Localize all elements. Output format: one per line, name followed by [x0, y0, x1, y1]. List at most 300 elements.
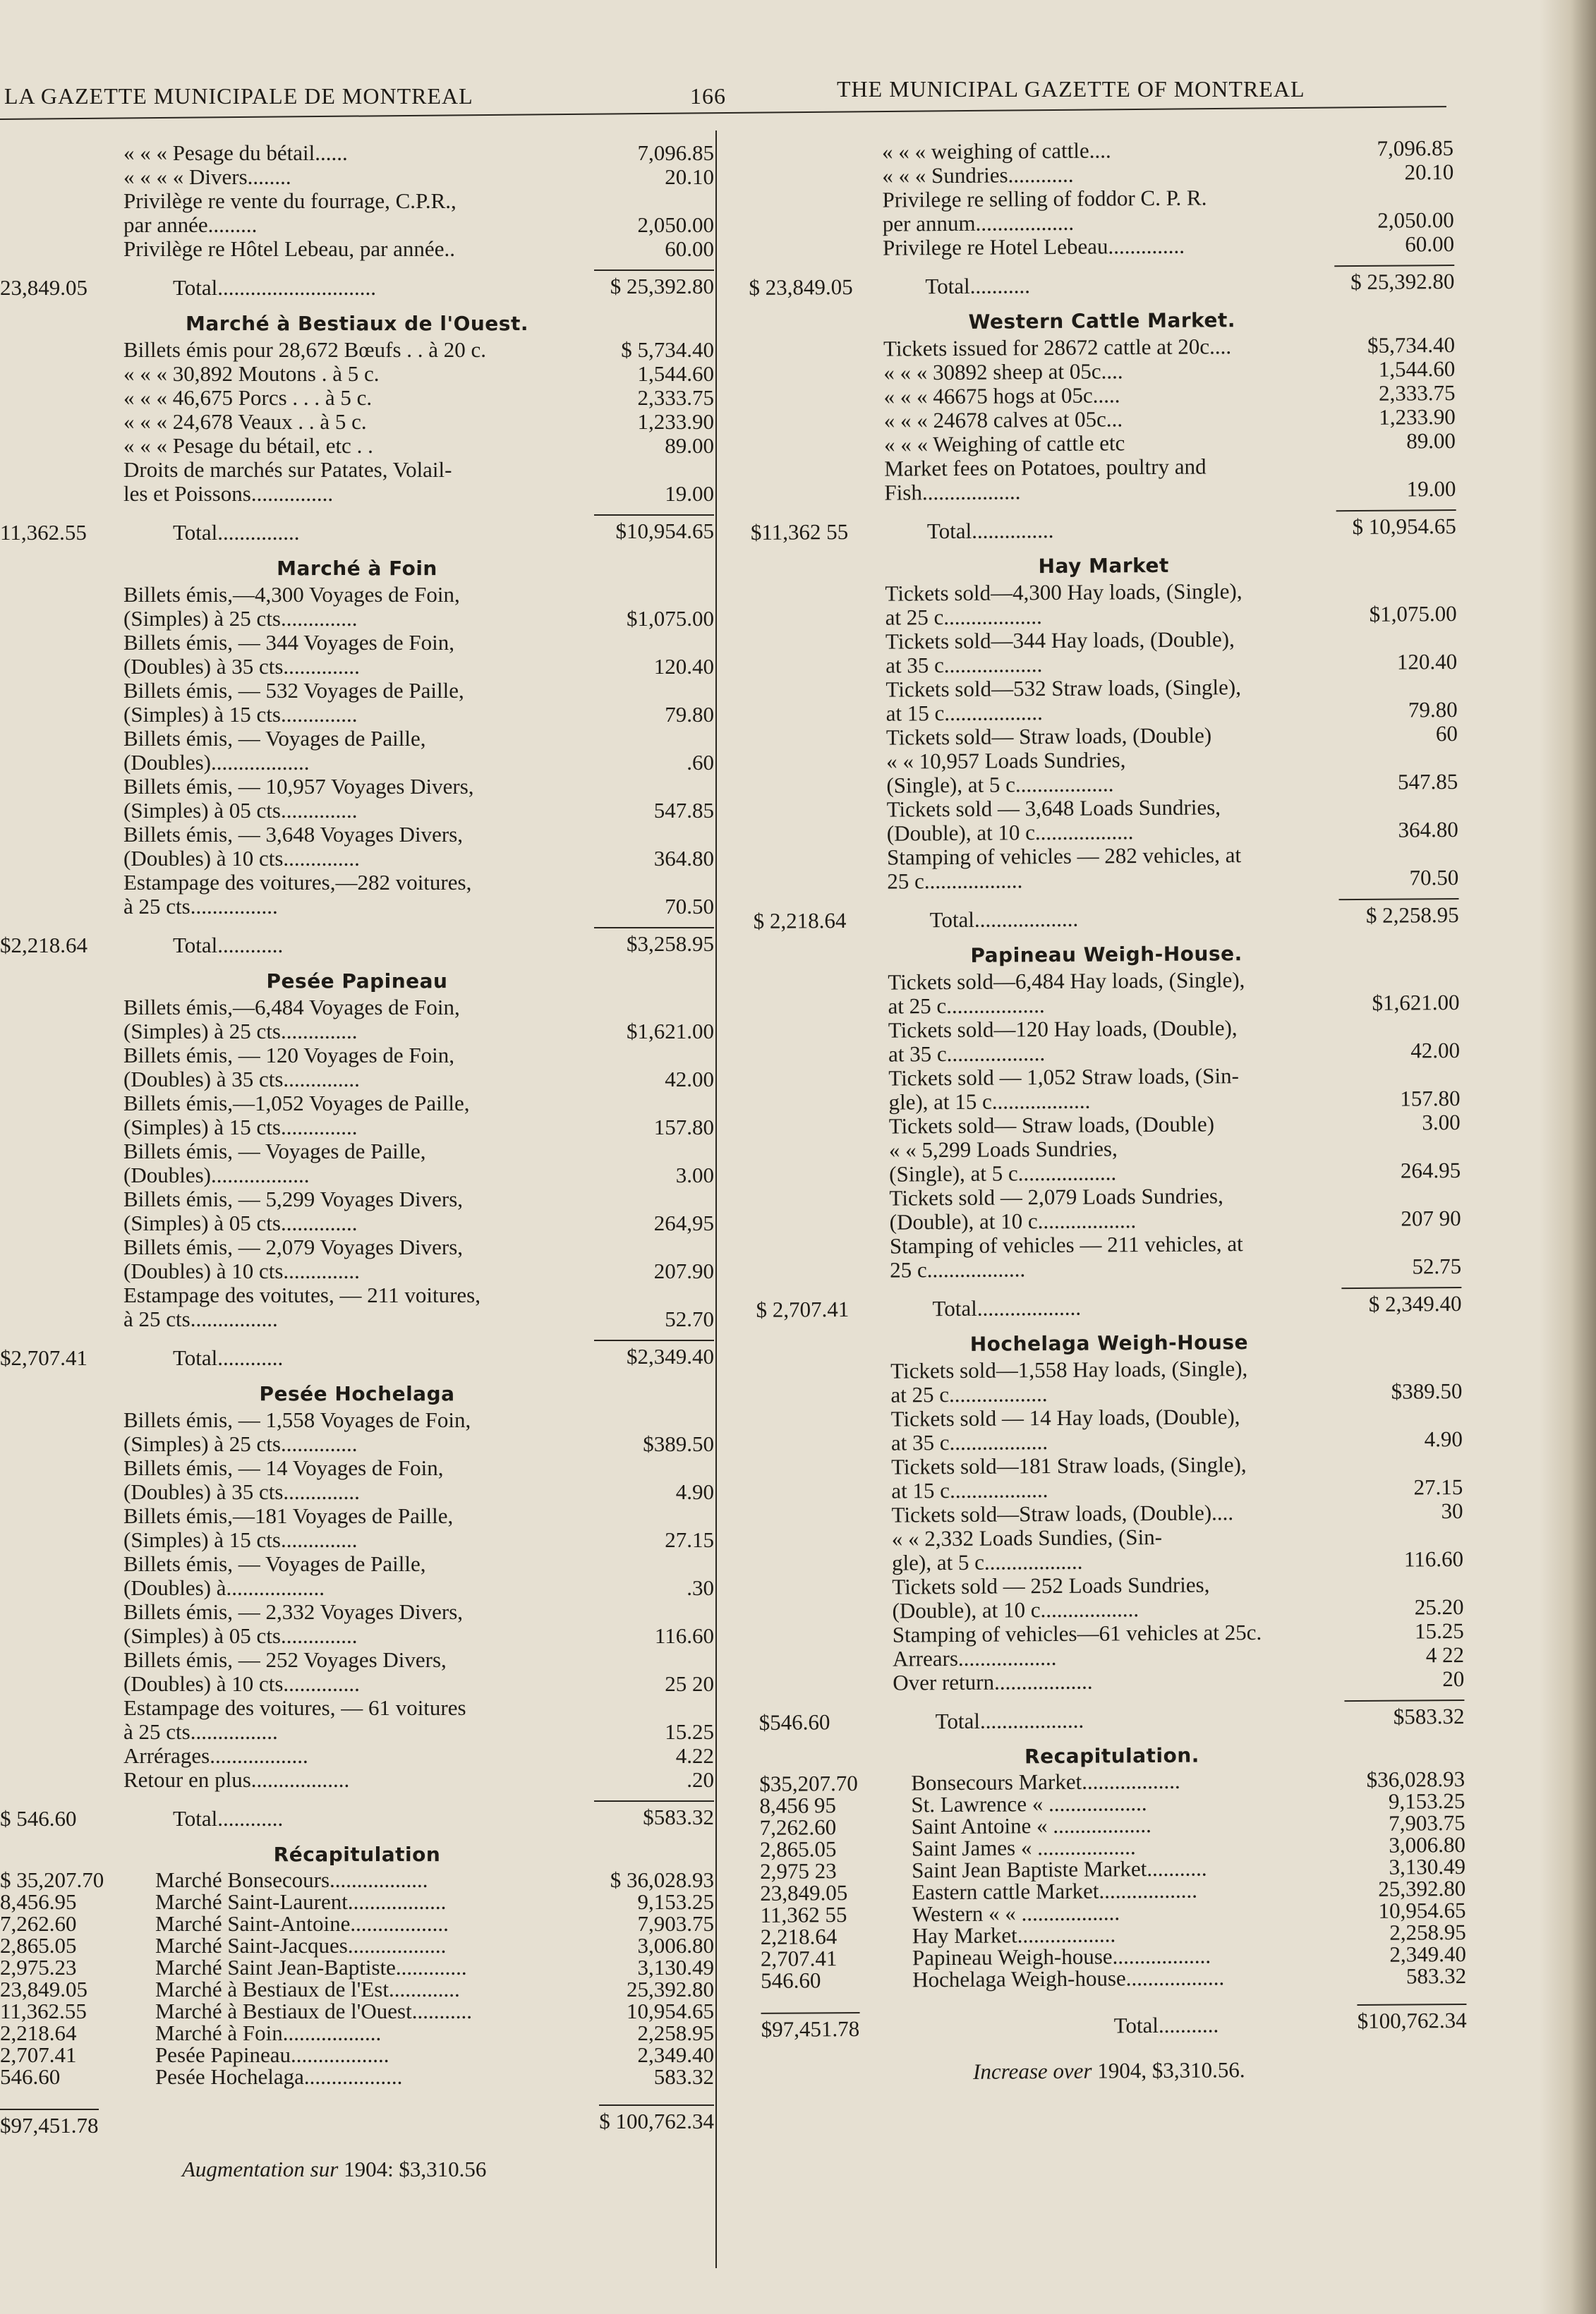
ledger-description: Stamping of vehicles—61 vehicles at 25c. — [892, 1619, 1262, 1647]
ledger-description: Arrérages.................. — [123, 1743, 308, 1768]
ledger-description: Billets émis, — 120 Voyages de Foin, (Doubles) à 35 cts.............. — [123, 1043, 455, 1091]
ledger-description: Billets émis,—1,052 Voyages de Paille, (Simples) à 15 cts.............. — [123, 1091, 470, 1139]
recap-previous-amount: 8,456.95 — [0, 1889, 77, 1914]
ledger-amount: 2,333.75 — [637, 385, 714, 410]
ledger-amount: 547.85 — [1397, 768, 1458, 794]
recap-amount: 2,258.95 — [637, 2021, 714, 2045]
recap-previous-amount: $ 35,207.70 — [0, 1867, 104, 1892]
recap-previous-amount: 2,707.41 — [0, 2042, 77, 2067]
recap-section — [0, 1837, 714, 2182]
ledger-row — [0, 631, 714, 679]
increase-label: Augmentation sur — [182, 2157, 339, 2181]
ledger-description: Over return.................. — [893, 1668, 1093, 1695]
ledger-description: Tickets sold—120 Hay loads, (Double), at 35 c.................. — [888, 1015, 1238, 1067]
recap-title: Récapitulation — [273, 1843, 441, 1866]
ledger-row — [753, 842, 1458, 895]
ledger-amount: 27.15 — [1413, 1474, 1463, 1500]
grand-previous-total: $97,451.78 — [0, 2109, 99, 2138]
ledger-row — [755, 1182, 1461, 1235]
ledger-amount: 2,050.00 — [1377, 207, 1454, 233]
ledger-description: Arrears.................. — [892, 1644, 1057, 1671]
ledger-description: Billets émis, — 532 Voyages de Paille, (Simples) à 15 cts.............. — [123, 678, 464, 727]
ledger-amount: 20.10 — [1404, 159, 1454, 185]
ledger-amount: 3.00 — [1422, 1109, 1461, 1135]
recap-row — [0, 1978, 714, 2000]
previous-year-amount: 23,849.05 — [0, 275, 87, 300]
previous-year-amount: $ 546.60 — [0, 1806, 77, 1831]
ledger-amount: 30 — [1441, 1498, 1463, 1524]
recap-market-name: Marché Saint Jean-Baptiste............. — [155, 1955, 467, 1980]
ledger-description: Privilège re vente du fourrage, C.P.R., par année......... — [123, 188, 457, 237]
total-label: Total............... — [173, 520, 300, 545]
ledger-row — [0, 362, 714, 386]
section-total — [756, 1283, 1461, 1328]
recap-amount: 9,153.25 — [1388, 1788, 1465, 1814]
ledger-row — [0, 1283, 714, 1331]
ledger-row — [0, 995, 714, 1043]
page-number: 166 — [690, 83, 726, 109]
recap-row — [0, 1891, 714, 1913]
total-label: Total........... — [925, 273, 1031, 299]
ledger-row — [0, 1648, 714, 1696]
recap-market-name: Pesée Hochelaga.................. — [155, 2064, 403, 2089]
ledger-amount: $389.50 — [643, 1431, 714, 1456]
ledger-description: Billets émis, — 10,957 Voyages Divers, (Simples) à 05 cts.............. — [123, 774, 474, 823]
ledger-row — [757, 1403, 1463, 1456]
ledger-row — [755, 1134, 1461, 1187]
ledger-description: « « 5,299 Loads Sundries, (Single), at 5 c.................. — [888, 1136, 1118, 1187]
ledger-amount: 19.00 — [665, 481, 714, 506]
recap-row — [0, 1869, 714, 1891]
ledger-description: Tickets sold — 1,052 Straw loads, (Sin- gle), at 15 c.................. — [888, 1063, 1239, 1115]
recap-amount: $ 36,028.93 — [610, 1867, 714, 1892]
ledger-description: Tickets sold—181 Straw loads, (Single), at 15 c.................. — [891, 1452, 1247, 1503]
market-section — [751, 546, 1459, 940]
ledger-description: Retour en plus.................. — [123, 1767, 350, 1792]
recap-previous-amount: 2,865.05 — [759, 1836, 837, 1862]
ledger-amount: 52.75 — [1412, 1253, 1462, 1279]
recap-market-name: Bonsecours Market.................. — [911, 1768, 1180, 1795]
column-divider — [715, 131, 717, 2268]
ledger-description: « « « 46675 hogs at 05c..... — [883, 382, 1120, 409]
ledger-amount: 157.80 — [653, 1115, 714, 1139]
french-column — [0, 141, 714, 2182]
ledger-description: Market fees on Potatoes, poultry and Fish.................. — [884, 454, 1207, 505]
recap-amount: 3,130.49 — [637, 1955, 714, 1980]
ledger-description: Tickets sold—Straw loads, (Double).... — [891, 1500, 1234, 1527]
ledger-row — [756, 1355, 1462, 1408]
total-label: Total............ — [173, 933, 284, 957]
recap-amount: 3,006.80 — [637, 1933, 714, 1958]
ledger-description: Billets émis pour 28,672 Bœufs . . à 20 c. — [123, 337, 487, 362]
ledger-row — [0, 189, 714, 237]
recap-amount: 2,349.40 — [637, 2042, 714, 2067]
market-section — [0, 551, 714, 964]
recap-previous-amount: 2,975.23 — [0, 1955, 77, 1980]
ledger-row — [757, 1451, 1463, 1504]
ledger-amount: 7,096.85 — [1377, 135, 1454, 161]
ledger-row — [0, 338, 714, 362]
previous-year-amount: $2,707.41 — [0, 1345, 87, 1370]
ledger-description: « « « weighing of cattle.... — [881, 138, 1111, 164]
ledger-amount: 1,544.60 — [1378, 356, 1456, 382]
increase-note — [0, 2157, 714, 2182]
section-total — [0, 1335, 714, 1376]
ledger-description: Billets émis, — 252 Voyages Divers, (Doubles) à 10 cts.............. — [123, 1647, 447, 1696]
ledger-row — [0, 1456, 714, 1504]
ledger-amount: 1,544.60 — [637, 361, 714, 386]
ledger-row — [758, 1571, 1463, 1624]
section-total — [749, 260, 1454, 306]
recap-amount: $36,028.93 — [1366, 1766, 1465, 1792]
ledger-row — [0, 775, 714, 823]
recap-market-name: Hay Market.................. — [912, 1922, 1116, 1949]
previous-year-amount: $ 2,707.41 — [756, 1297, 850, 1322]
recap-previous-amount: 546.60 — [761, 1968, 821, 1993]
ledger-row — [758, 1523, 1463, 1576]
ledger-row — [0, 871, 714, 919]
ledger-description: Stamping of vehicles — 282 vehicles, at 25 c.................. — [886, 842, 1242, 894]
ledger-description: Estampage des voitutes, — 211 voitures, à 25 cts................ — [123, 1283, 480, 1331]
ledger-description: Billets émis, — Voyages de Paille, (Doubles).................. — [123, 1139, 426, 1187]
ledger-description: Tickets sold— Straw loads, (Double) — [888, 1111, 1215, 1139]
ledger-amount: 116.60 — [1403, 1546, 1464, 1572]
section-total — [0, 923, 714, 964]
ledger-description: « « 2,332 Loads Sundies, (Sin- gle), at 5 c.................. — [891, 1524, 1163, 1575]
increase-note — [761, 2056, 1467, 2086]
ledger-row — [754, 1062, 1460, 1115]
recap-previous-amount: 2,218.64 — [0, 2021, 77, 2045]
ledger-description: Estampage des voitures,—282 voitures, à 25 cts................ — [123, 870, 472, 919]
ledger-row — [0, 1187, 714, 1235]
total-label: Total................... — [929, 906, 1079, 933]
recap-market-name: Marché à Bestiaux de l'Est............. — [155, 1977, 460, 2001]
recap-row — [0, 2022, 714, 2044]
recap-previous-amount: 2,707.41 — [760, 1946, 838, 1971]
ledger-description: « « « 30892 sheep at 05c.... — [883, 358, 1123, 385]
ledger-row — [0, 1744, 714, 1768]
section-title: Pesée Papineau — [266, 969, 448, 993]
ledger-amount: 157.80 — [1400, 1085, 1461, 1111]
recap-market-name: Marché à Bestiaux de l'Ouest........... — [155, 1999, 472, 2023]
recap-amount: 9,153.25 — [637, 1889, 714, 1914]
english-column — [748, 136, 1467, 2086]
total-amount: $3,258.95 — [594, 927, 714, 957]
recap-previous-amount: $35,207.70 — [759, 1770, 858, 1796]
recap-previous-amount: 8,456 95 — [759, 1793, 837, 1818]
ledger-description: Billets émis, — 2,332 Voyages Divers, (Simples) à 05 cts.............. — [123, 1599, 464, 1648]
ledger-amount: 70.50 — [665, 894, 714, 919]
ledger-amount: .20 — [687, 1767, 714, 1792]
ledger-amount: $ 5,734.40 — [621, 337, 714, 362]
recap-row — [0, 2044, 714, 2066]
ledger-row — [0, 1504, 714, 1552]
recap-row — [0, 2000, 714, 2022]
recap-amount: 3,006.80 — [1389, 1831, 1466, 1858]
recap-market-name: Marché à Foin.................. — [155, 2021, 382, 2045]
header-french-title: LA GAZETTE MUNICIPALE DE MONTREAL — [4, 83, 473, 109]
ledger-amount: 25.20 — [1414, 1594, 1464, 1620]
section-total — [753, 894, 1458, 940]
ledger-row — [0, 583, 714, 631]
grand-total-amount: $100,762.34 — [1357, 2004, 1466, 2034]
ledger-amount: 207.90 — [653, 1259, 714, 1283]
recap-market-name: Hochelaga Weigh-house.................. — [912, 1965, 1225, 1992]
ledger-description: Tickets sold—1,558 Hay loads, (Single), at 25 c.................. — [890, 1356, 1248, 1407]
total-label: Total............................. — [173, 275, 377, 300]
total-amount: $ 2,258.95 — [1339, 898, 1459, 928]
recap-market-name: St. Lawrence « .................. — [911, 1791, 1147, 1817]
ledger-amount: 20 — [1442, 1666, 1465, 1692]
ledger-row — [749, 232, 1454, 261]
recap-market-name: Marché Saint-Antoine.................. — [155, 1911, 449, 1936]
ledger-row — [0, 410, 714, 434]
ledger-amount: 52.70 — [665, 1307, 714, 1331]
ledger-amount: $5,734.40 — [1367, 332, 1456, 358]
ledger-amount: 364.80 — [653, 846, 714, 871]
ledger-amount: 4.90 — [675, 1479, 714, 1504]
ledger-description: « « « Pesage du bétail, etc . . — [123, 433, 373, 458]
ledger-amount: 60 — [1435, 720, 1458, 746]
section-total — [0, 510, 714, 551]
recap-amount: 2,349.40 — [1389, 1941, 1467, 1967]
grand-total — [761, 2001, 1466, 2048]
ledger-description: « « « « Divers........ — [123, 164, 291, 189]
recap-market-name: Saint James « .................. — [911, 1834, 1136, 1861]
ledger-row — [0, 458, 714, 506]
previous-year-amount: $11,362 55 — [750, 519, 849, 545]
ledger-description: « « « 24678 calves at 05c... — [883, 406, 1123, 433]
section-total — [758, 1695, 1464, 1741]
increase-label: Increase over — [972, 2058, 1092, 2084]
recap-amount: 2,258.95 — [1389, 1919, 1466, 1945]
total-amount: $583.32 — [1344, 1700, 1464, 1730]
ledger-description: Billets émis,—4,300 Voyages de Foin, (Simples) à 25 cts.............. — [123, 582, 460, 631]
section-title: Marché à Bestiaux de l'Ouest. — [186, 312, 528, 335]
section-total — [0, 265, 714, 306]
grand-total-label: Total........... — [1113, 2012, 1219, 2038]
total-amount: $10,954.65 — [594, 514, 714, 544]
ledger-description: Droits de marchés sur Patates, Volail- les et Poissons............... — [123, 457, 452, 506]
ledger-description: Estampage des voitures, — 61 voitures à 25 cts................ — [123, 1695, 466, 1744]
recap-row — [761, 1965, 1466, 1992]
total-label: Total................... — [935, 1707, 1084, 1734]
ledger-amount: 207 90 — [1401, 1205, 1461, 1231]
ledger-amount: .60 — [687, 750, 714, 775]
ledger-amount: 25 20 — [665, 1671, 714, 1696]
ledger-amount: $1,075.00 — [627, 606, 714, 631]
market-section — [749, 301, 1456, 551]
ledger-description: Privilege re selling of foddor C. P. R. per annum.................. — [882, 185, 1207, 236]
recap-amount: 25,392.80 — [1378, 1875, 1466, 1901]
market-section — [0, 306, 714, 551]
ledger-amount: 42.00 — [665, 1067, 714, 1091]
total-label: Total............ — [173, 1806, 284, 1831]
ledger-description: Billets émis, — Voyages de Paille, (Doubles).................. — [123, 726, 426, 775]
ledger-description: Tickets sold—532 Straw loads, (Single), at 15 c.................. — [885, 674, 1242, 726]
ledger-amount: 15.25 — [1414, 1618, 1464, 1644]
recap-previous-amount: 2,218.64 — [760, 1924, 838, 1949]
recap-row — [0, 2066, 714, 2088]
previous-year-amount: $546.60 — [758, 1709, 830, 1735]
ledger-amount: 60.00 — [665, 236, 714, 261]
ledger-row — [748, 184, 1453, 237]
recap-row — [0, 1956, 714, 1978]
recap-market-name: Eastern cattle Market.................. — [912, 1877, 1198, 1905]
total-amount: $ 2,349.40 — [1341, 1287, 1461, 1317]
recap-row — [0, 1913, 714, 1934]
ledger-row — [0, 1696, 714, 1744]
total-amount: $583.32 — [594, 1800, 714, 1830]
ledger-row — [754, 967, 1459, 1019]
total-amount: $2,349.40 — [594, 1340, 714, 1369]
ledger-row — [0, 386, 714, 410]
recap-amount: 25,392.80 — [627, 1977, 714, 2001]
increase-value: 1904: $3,310.56 — [344, 2157, 487, 2181]
recap-previous-amount: 11,362.55 — [0, 1999, 87, 2023]
ledger-amount: 547.85 — [653, 798, 714, 823]
ledger-description: Tickets sold — 14 Hay loads, (Double), at 35 c.................. — [890, 1404, 1240, 1455]
ledger-row — [0, 1043, 714, 1091]
ledger-row — [750, 453, 1456, 506]
section-title: Marché à Foin — [277, 557, 437, 580]
ledger-row — [756, 1230, 1461, 1283]
ledger-amount: 1,233.90 — [637, 409, 714, 434]
total-amount: $ 10,954.65 — [1336, 509, 1456, 540]
ledger-amount: 2,333.75 — [1378, 380, 1456, 406]
section-total — [751, 505, 1456, 551]
ledger-row — [751, 626, 1457, 679]
ledger-amount: 27.15 — [665, 1527, 714, 1552]
ledger-row — [753, 794, 1458, 847]
section-title: Western Cattle Market. — [968, 308, 1236, 334]
ledger-description: « « « 30,892 Moutons . à 5 c. — [123, 361, 380, 386]
recap-market-name: Saint Antoine « .................. — [911, 1812, 1151, 1839]
ledger-description: « « « Weighing of cattle etc — [883, 430, 1125, 457]
ledger-description: Billets émis, — 14 Voyages de Foin, (Doubles) à 35 cts.............. — [123, 1455, 444, 1504]
section-title: Hochelaga Weigh-House — [969, 1331, 1249, 1356]
recap-market-name: Western « « .................. — [912, 1900, 1120, 1927]
ledger-row — [0, 1600, 714, 1648]
recap-section — [759, 1736, 1467, 2086]
ledger-row — [0, 237, 714, 261]
ledger-description: Tickets sold—344 Hay loads, (Double), at 35 c.................. — [885, 626, 1235, 678]
ledger-description: Billets émis, — 2,079 Voyages Divers, (Doubles) à 10 cts.............. — [123, 1235, 464, 1283]
ledger-description: « « 10,957 Loads Sundries, (Single), at 5 c.................. — [886, 747, 1126, 798]
section-total — [0, 1796, 714, 1837]
grand-total-amount: $ 100,762.34 — [599, 2104, 714, 2134]
ledger-amount: $1,075.00 — [1369, 601, 1457, 626]
ledger-amount: 79.80 — [665, 702, 714, 727]
recap-market-name: Pesée Papineau.................. — [155, 2042, 389, 2067]
grand-total — [0, 2102, 714, 2144]
ledger-description: « « « Sundries............ — [882, 162, 1074, 188]
ledger-amount: 264.95 — [1400, 1157, 1461, 1183]
ledger-amount: 4 22 — [1425, 1642, 1465, 1668]
ledger-row — [0, 1091, 714, 1139]
ledger-amount: 120.40 — [653, 654, 714, 679]
ledger-description: Billets émis, — 3,648 Voyages Divers, (Doubles) à 10 cts.............. — [123, 822, 464, 871]
section-title: Hay Market — [1038, 553, 1169, 578]
ledger-amount: 89.00 — [1406, 428, 1456, 454]
ledger-description: Tickets sold— Straw loads, (Double) — [885, 722, 1212, 750]
recap-previous-amount: 23,849.05 — [760, 1880, 848, 1906]
ledger-description: Billets émis, — 344 Voyages de Foin, (Doubles) à 35 cts.............. — [123, 630, 455, 679]
ledger-description: Tickets sold—4,300 Hay loads, (Single), at 25 c.................. — [885, 578, 1243, 630]
ledger-amount: 364.80 — [1398, 816, 1458, 842]
ledger-row — [0, 679, 714, 727]
ledger-amount: 4.90 — [1424, 1426, 1463, 1452]
ledger-description: Billets émis, — Voyages de Paille, (Doubles) à.................. — [123, 1551, 426, 1600]
ledger-description: Billets émis,—6,484 Voyages de Foin, (Simples) à 25 cts.............. — [123, 995, 460, 1043]
total-label: Total............... — [926, 517, 1054, 544]
ledger-description: « « « 46,675 Porcs . . . à 5 c. — [123, 385, 373, 410]
recap-previous-amount: 2,865.05 — [0, 1933, 77, 1958]
recap-previous-amount: 23,849.05 — [0, 1977, 87, 2001]
ledger-amount: 7,096.85 — [637, 140, 714, 165]
grand-previous-total: $97,451.78 — [761, 2012, 860, 2042]
ledger-amount: 60.00 — [1405, 231, 1455, 257]
market-section — [0, 1376, 714, 1837]
total-amount: $ 25,392.80 — [594, 269, 714, 299]
section-title: Papineau Weigh-House. — [970, 942, 1243, 967]
total-label: Total................... — [932, 1295, 1082, 1321]
ledger-amount: 70.50 — [1409, 864, 1459, 890]
recap-market-name: Marché Bonsecours.................. — [155, 1867, 428, 1892]
total-amount: $ 25,392.80 — [1334, 265, 1454, 295]
ledger-row — [0, 165, 714, 189]
ledger-row — [0, 823, 714, 871]
recap-previous-amount: 546.60 — [0, 2064, 61, 2089]
previous-year-amount: 11,362.55 — [0, 520, 87, 545]
ledger-row — [0, 1235, 714, 1283]
ledger-description: Privilege re Hotel Lebeau.............. — [882, 233, 1185, 260]
ledger-amount: 79.80 — [1408, 696, 1458, 722]
recap-title: Recapitulation. — [1024, 1743, 1199, 1769]
recap-previous-amount: 11,362 55 — [760, 1902, 847, 1927]
section-title: Pesée Hochelaga — [259, 1382, 455, 1405]
recap-amount: 583.32 — [1405, 1963, 1467, 1989]
ledger-row — [0, 141, 714, 165]
ledger-description: Stamping of vehicles — 211 vehicles, at 25 c.................. — [889, 1231, 1243, 1283]
recap-row — [0, 1934, 714, 1956]
ledger-row — [0, 1408, 714, 1456]
ledger-description: Tickets sold — 2,079 Loads Sundries, (Double), at 10 c.................. — [889, 1183, 1223, 1235]
recap-amount: 583.32 — [653, 2064, 714, 2089]
ledger-amount: 2,050.00 — [637, 212, 714, 237]
ledger-description: Billets émis, — 5,299 Voyages Divers, (Simples) à 05 cts.............. — [123, 1187, 464, 1235]
header-english-title: THE MUNICIPAL GAZETTE OF MONTREAL — [837, 76, 1305, 102]
ledger-amount: 42.00 — [1410, 1037, 1461, 1063]
ledger-row — [752, 746, 1458, 799]
recap-market-name: Marché Saint-Jacques.................. — [155, 1933, 447, 1958]
ledger-description: Tickets sold—6,484 Hay loads, (Single), at 25 c.................. — [888, 967, 1245, 1019]
ledger-row — [758, 1667, 1464, 1696]
market-section — [0, 964, 714, 1376]
ledger-amount: 4.22 — [675, 1743, 714, 1768]
previous-year-amount: $ 23,849.05 — [749, 274, 853, 300]
recap-amount: 7,903.75 — [1389, 1810, 1465, 1836]
total-label: Total............ — [173, 1345, 284, 1370]
ledger-description: Tickets sold — 252 Loads Sundries, (Double), at 10 c.................. — [892, 1572, 1210, 1623]
ledger-amount: 1,233.90 — [1379, 404, 1456, 430]
recap-market-name: Saint Jean Baptiste Market........... — [911, 1855, 1207, 1883]
market-section — [756, 1323, 1465, 1741]
ledger-description: « « « 24,678 Veaux . . à 5 c. — [123, 409, 367, 434]
ledger-description: « « « Pesage du bétail...... — [123, 140, 348, 165]
ledger-row — [0, 727, 714, 775]
recap-amount: 7,903.75 — [637, 1911, 714, 1936]
